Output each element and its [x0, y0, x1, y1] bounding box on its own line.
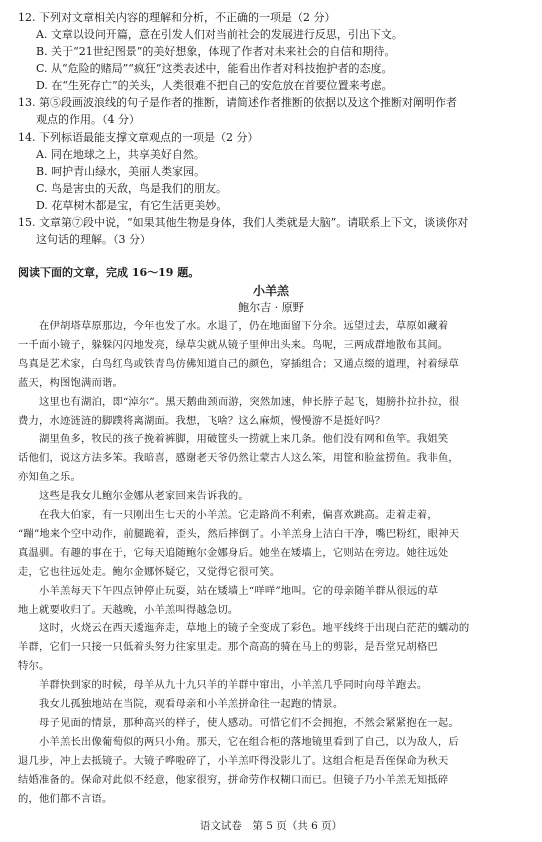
- article-line: 小羊羔长出像葡萄似的两只小角。那天，它在组合柜的落地镜里看到了自己，以为敌人，后: [18, 735, 459, 748]
- question-12-option-d: D. 在“生死存亡”的关头，人类很难不把自己的安危放在首要位置来考虑。: [36, 79, 393, 92]
- article-line: 的，他们都不言语。: [18, 792, 113, 805]
- question-14-option-a: A. 同在地球之上，共享美好自然。: [36, 148, 205, 161]
- question-14-stem: 14. 下列标语最能支撑文章观点的一项是（2 分）: [18, 131, 259, 144]
- article-line: 我女儿孤独地站在当院，观看母亲和小羊羔拼命往一起跑的情景。: [18, 698, 344, 710]
- article-line: 真温驯。有趣的事在于，它每天追随鲍尔金娜身后。她坐在矮墙上，它则站在旁边。她往远处: [18, 546, 449, 559]
- question-15-line-2: 这句话的理解。（3 分）: [36, 233, 151, 246]
- question-14-option-b: B. 呵护青山绿水，美丽人类家园。: [36, 165, 206, 178]
- article-line: 母子见面的情景，那种高兴的样子，使人感动。可惜它们不会拥抱，不然会紧紧抱在一起。: [18, 716, 459, 729]
- article-line: 这时，火烧云在西天逶迤奔走，草地上的镜子全变成了彩色。地平线终于出现白茫茫的蠕动的: [18, 622, 470, 635]
- question-14-option-d: D. 花草树木都是宝，有它生活更美妙。: [36, 199, 228, 212]
- question-12-option-c: C. 从“危险的赌局”“疯狂”这类表述中，能看出作者对科技抱护者的态度。: [36, 62, 393, 75]
- article-line: 结婚准备的。保命对此似不经意，他家很穷，拼命劳作权糊口而已。但镜子乃小羊羔无知抵碎: [18, 773, 449, 786]
- article-line: 鸟真是艺术家，白鸟红鸟或铁青鸟仿佛知道自己的颜色，穿插组合；又通点缀的道理，衬着绿草: [18, 357, 459, 370]
- page-footer: 语文试卷 第 5 页（共 6 页）: [199, 820, 343, 832]
- question-15-line-1: 15. 文章第⑦段中说，“如果其他生物是身体，我们人类就是大脑”。请联系上下文，谈谈你对: [18, 216, 469, 229]
- question-12-stem: 12. 下列对文章相关内容的理解和分析，不正确的一项是（2 分）: [18, 11, 336, 24]
- question-12-option-b: B. 关于“21世纪图景”的美好想象，体现了作者对未来社会的自信和期待。: [36, 45, 396, 58]
- article-line: 一千面小镜子，躲躲闪闪地发亮，绿草尖就从镜子里伸出头来。鸟呢，三两成群地散布其间。: [18, 338, 449, 351]
- article-line: 羊群快到家的时候，母羊从九十九只羊的羊群中窜出，小羊羔几乎同时向母羊跑去。: [18, 679, 428, 692]
- article-line: 特尔。: [18, 660, 50, 673]
- article-line: 走，它也往远处走。鲍尔金娜怀疑它，又觉得它很可笑。: [18, 565, 281, 578]
- article-line: 地上就要收归了。天越晚，小羊羔叫得越急切。: [18, 603, 239, 616]
- article-line: 话他们，说这方法多笨。我暗喜，感谢老天爷仍然让蒙古人这么笨，用筐和脸盆捞鱼。我非鱼，: [18, 452, 459, 465]
- article-author: 鲍尔吉 · 原野: [238, 301, 304, 314]
- article-line: 蓝天，构图饱满而谐。: [18, 376, 123, 389]
- article-line: 这些是我女儿鲍尔金娜从老家回来告诉我的。: [18, 490, 249, 503]
- question-14-option-c: C. 鸟是害虫的天敌，鸟是我们的朋友。: [36, 182, 228, 195]
- article-title: 小羊羔: [252, 284, 289, 298]
- article-line: 亦知鱼之乐。: [18, 471, 81, 484]
- article-line: 费力，水迹涟涟的脚蹼将离湖面。我想，飞啥？这么麻烦，慢慢游不是挺好吗？: [18, 414, 386, 427]
- article-line: 在伊胡塔草原那边，今年也发了水。水退了，仍在地面留下分余。远望过去，草原如藏着: [18, 320, 449, 332]
- article-line: 小羊羔每天下午四点钟停止玩耍，站在矮墙上“咩咩”地叫。它的母亲随羊群从很远的草: [18, 584, 439, 597]
- article-line: 在我大伯家，有一只刚出生七天的小羊羔。它走路尚不利索，偏喜欢跳高。走着走着，: [18, 509, 438, 521]
- article-line: 湖里鱼多，牧民的孩子挽着裤脚，用破筐头一捞就上来几条。他们没有网和鱼竿。我姐笑: [18, 433, 449, 446]
- question-13-line-2: 观点的作用。（4 分）: [36, 113, 140, 126]
- article-line: 羊群，它们一只接一只低着头努力往家里走。那个高高的骑在马上的剪影，是吾堂兄胡格巴: [18, 641, 438, 654]
- article-line: 退几步，冲上去抵镜子。大镜子哗啦碎了，小羊羔吓得没影儿了。这组合柜是吾侄保命为秋天: [18, 754, 449, 767]
- article-line: “蹦”地来个空中动作，前腿跪着，歪头，然后摔倒了。小羊羔身上洁白干净，嘴巴粉红，眼神天: [18, 527, 460, 540]
- question-12-option-a: A. 文章以设问开篇，意在引发人们对当前社会的发展进行反思，引出下文。: [36, 28, 403, 41]
- question-13-line-1: 13. 第⑤段画波浪线的句子是作者的推断，请简述作者推断的依据以及这个推断对阐明作者: [18, 96, 457, 109]
- article-line: 这里也有湖泊，即“淖尔”。黑天鹅曲颈而游，突然加速，伸长脖子起飞，翅膀扑拉扑拉，很: [18, 395, 460, 408]
- reading-instruction: 阅读下面的文章，完成 16～19 题。: [18, 266, 200, 279]
